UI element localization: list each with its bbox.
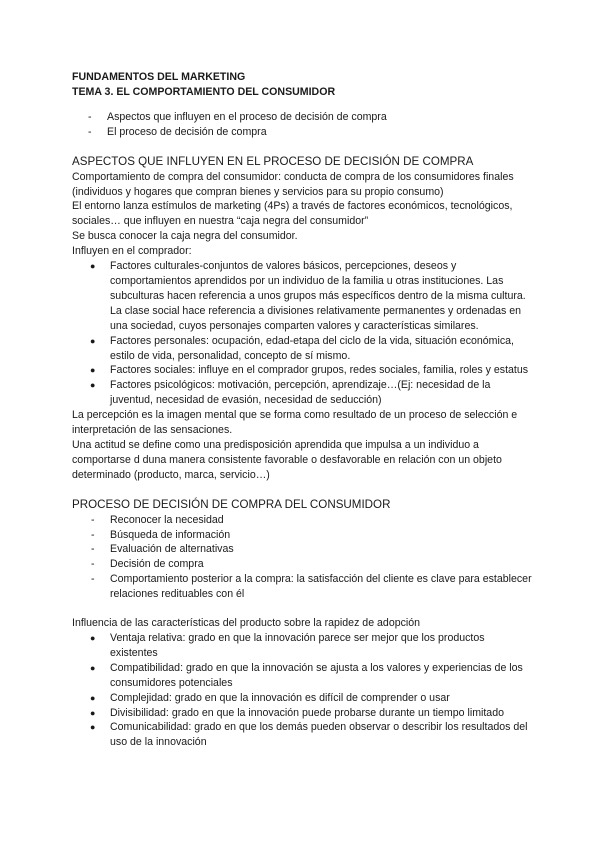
section1-paragraph: El entorno lanza estímulos de marketing (4Ps) a través de factores económicos, tecnológicos, sociales… que influyen en nuestra “caja negra del consumidor”: [72, 200, 513, 228]
section1-paragraph: La percepción es la imagen mental que se forma como resultado de un proceso de selección e interpretación de las sensaciones.: [72, 409, 518, 437]
adoption-list: [72, 631, 532, 750]
step-item: - Comportamiento posterior a la compra: la satisfacción del cliente es clave para establecer relaciones redituables con él: [91, 572, 532, 602]
adoption-item: ● Divisibilidad: grado en que la innovación puede probarse durante un tiempo limitado: [90, 706, 532, 721]
factor-item: ● Factores culturales-conjuntos de valores básicos, percepciones, deseos y comportamientos aprendidos por un individuo de la familia u otras instituciones. Las subculturas hacen referencia a unos grupos más específicos dentro de la misma cultura. La clase social hace referencia a divisiones relativamente permanentes y ordenadas en una sociedad, cuyos personajes comparten valores y características similares.: [90, 259, 532, 334]
steps-list: [72, 513, 532, 602]
factor-item: ● Factores sociales: influye en el comprador grupos, redes sociales, familia, roles y estatus: [90, 363, 532, 378]
toc-item: - Aspectos que influyen en el proceso de decisión de compra: [88, 110, 532, 125]
step-item: - Evaluación de alternativas: [91, 542, 532, 557]
toc-item: - El proceso de decisión de compra: [88, 125, 532, 140]
step-item: - Búsqueda de información: [91, 528, 532, 543]
factor-item: ● Factores personales: ocupación, edad-etapa del ciclo de la vida, situación económica, estilo de vida, personalidad, concepto de sí mismo.: [90, 334, 532, 364]
adoption-item: ● Comunicabilidad: grado en que los demás pueden observar o describir los resultados del uso de la innovación: [90, 720, 532, 750]
toc-list: [72, 110, 532, 140]
document-subtitle: TEMA 3. EL COMPORTAMIENTO DEL CONSUMIDOR: [72, 85, 336, 98]
section1-paragraph: Una actitud se define como una predisposición aprendida que impulsa a un individuo a comportarse d duna manera consistente favorable o desfavorable en relación con un objeto determinado (producto, marca, servicio…): [72, 438, 502, 481]
section1-paragraph: Influyen en el comprador:: [72, 245, 192, 258]
section1-heading: ASPECTOS QUE INFLUYEN EN EL PROCESO DE DECISIÓN DE COMPRA: [72, 154, 474, 168]
adoption-item: ● Compatibilidad: grado en que la innovación se ajusta a los valores y experiencias de los consumidores potenciales: [90, 661, 532, 691]
section1-paragraph: Comportamiento de compra del consumidor: conducta de compra de los consumidores finales (individuos y hogares que compran bienes y servicios para su propio consumo): [72, 170, 514, 198]
section1-paragraph: Se busca conocer la caja negra del consumidor.: [72, 230, 298, 243]
factors-list: [72, 259, 532, 408]
adoption-item: ● Ventaja relativa: grado en que la innovación parece ser mejor que los productos existentes: [90, 631, 532, 661]
adoption-item: ● Complejidad: grado en que la innovación es difícil de comprender o usar: [90, 691, 532, 706]
adoption-intro: Influencia de las características del producto sobre la rapidez de adopción: [72, 617, 421, 630]
step-item: - Reconocer la necesidad: [91, 513, 532, 528]
factor-item: ● Factores psicológicos: motivación, percepción, aprendizaje…(Ej: necesidad de la juventud, necesidad de evasión, necesidad de seducción): [90, 378, 532, 408]
step-item: - Decisión de compra: [91, 557, 532, 572]
document-title: FUNDAMENTOS DEL MARKETING: [72, 71, 246, 83]
section2-heading: PROCESO DE DECISIÓN DE COMPRA DEL CONSUMIDOR: [72, 497, 391, 511]
document-page: [72, 70, 532, 750]
